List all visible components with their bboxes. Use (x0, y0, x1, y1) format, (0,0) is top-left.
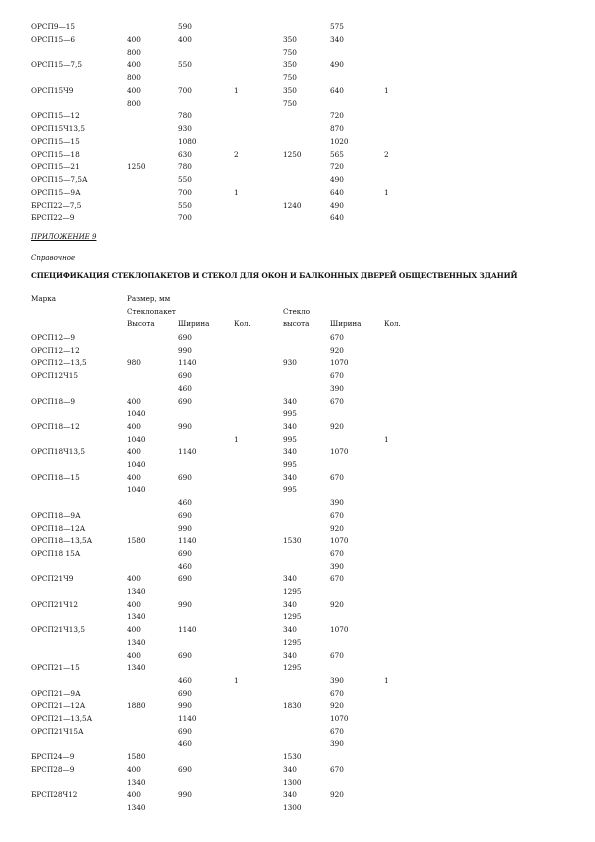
glass-height-cell: 340 (283, 625, 297, 635)
width-cell: 990 (178, 523, 192, 533)
glass-height-cell: 340 (283, 574, 297, 584)
width-cell: 780 (178, 162, 192, 172)
glass-height-cell: 1295 (283, 587, 302, 596)
height-cell: 1340 (127, 777, 146, 787)
glass-qty-cell: 1 (384, 187, 389, 197)
width-cell: 700 (178, 85, 192, 95)
width-cell: 590 (178, 22, 192, 31)
glass-width-cell: 670 (330, 726, 344, 736)
glass-height-cell: 340 (283, 447, 297, 457)
width-cell: 990 (178, 599, 192, 609)
glass-width-cell: 565 (330, 149, 344, 159)
glass-width-cell: 390 (330, 561, 344, 571)
width-cell: 690 (178, 371, 192, 381)
glass-width-cell: 920 (330, 701, 344, 711)
glass-width-cell: 575 (330, 22, 344, 31)
height-cell: 400 (127, 650, 141, 660)
glass-width-cell: 1020 (330, 136, 349, 146)
mark-cell: ОРСП21Ч13,5 (31, 625, 86, 635)
glass-height-cell: 350 (283, 85, 297, 95)
glass-width-cell: 640 (330, 85, 344, 95)
mark-cell: ОРСП18—15 (31, 472, 80, 482)
glass-height-cell: 1295 (283, 612, 302, 622)
mark-cell: ОРСП12—13,5 (31, 358, 87, 368)
glass-qty-cell: 1 (384, 85, 389, 95)
width-cell: 780 (178, 111, 192, 121)
glass-width-cell: 390 (330, 739, 344, 749)
glass-width-cell: 920 (330, 790, 344, 800)
glass-height-cell: 340 (283, 790, 297, 800)
header-glass: Стекло (283, 307, 311, 316)
glass-width-cell: 670 (330, 396, 344, 406)
width-cell: 690 (178, 574, 192, 584)
mark-cell: БРСП28Ч12 (31, 790, 78, 800)
glass-width-cell: 490 (330, 200, 344, 210)
width-cell: 1140 (178, 714, 197, 723)
mark-cell: ОРСП21—15 (31, 663, 80, 673)
height-cell: 400 (127, 447, 141, 457)
mark-cell: ОРСП18—13,5А (31, 536, 93, 546)
qty-cell: 1 (234, 85, 239, 95)
height-cell: 400 (127, 625, 141, 635)
glass-height-cell: 1530 (283, 752, 302, 762)
glass-height-cell: 750 (283, 47, 297, 57)
mark-cell: ОРСП21—13,5А (31, 714, 93, 723)
width-cell: 400 (178, 34, 192, 44)
glass-width-cell: 670 (330, 371, 344, 381)
glass-height-cell: 995 (283, 460, 297, 469)
header-qty: Кол. (234, 319, 251, 328)
glass-height-cell: 995 (283, 409, 297, 419)
glass-height-cell: 1295 (283, 663, 302, 673)
glass-width-cell: 340 (330, 34, 344, 44)
mark-cell: ОРСП15—7,5 (31, 60, 83, 70)
mark-cell: ОРСП18—9А (31, 510, 81, 520)
glass-width-cell: 640 (330, 187, 344, 197)
width-cell: 1140 (178, 625, 197, 635)
glass-width-cell: 1070 (330, 625, 349, 635)
glass-width-cell: 920 (330, 345, 344, 355)
width-cell: 690 (178, 510, 192, 520)
width-cell: 690 (178, 650, 192, 660)
glass-height-cell: 1830 (283, 701, 302, 711)
height-cell: 1040 (127, 485, 146, 495)
height-cell: 1340 (127, 637, 146, 647)
height-cell: 1340 (127, 802, 146, 812)
height-cell: 400 (127, 421, 141, 431)
glass-width-cell: 670 (330, 688, 344, 698)
mark-cell: ОРСП12Ч15 (31, 371, 79, 381)
mark-cell: БРСП22—9 (31, 213, 75, 223)
glass-height-cell: 930 (283, 358, 297, 368)
glass-width-cell: 490 (330, 175, 344, 184)
glass-width-cell: 670 (330, 472, 344, 482)
width-cell: 460 (178, 498, 192, 508)
mark-cell: ОРСП21Ч9 (31, 574, 74, 584)
height-cell: 400 (127, 599, 141, 609)
glass-height-cell: 1250 (283, 149, 302, 159)
height-cell: 400 (127, 472, 141, 482)
mark-cell: ОРСП12—12 (31, 345, 80, 355)
mark-cell: ОРСП12—9 (31, 333, 76, 342)
height-cell: 1580 (127, 536, 146, 546)
glass-width-cell: 390 (330, 675, 344, 685)
height-cell: 1880 (127, 701, 146, 711)
width-cell: 460 (178, 561, 192, 571)
width-cell: 690 (178, 764, 192, 774)
mark-cell: БРСП28—9 (31, 764, 75, 774)
qty-cell: 1 (234, 187, 239, 197)
glass-width-cell: 1070 (330, 714, 349, 723)
glass-height-cell: 340 (283, 396, 297, 406)
width-cell: 990 (178, 345, 192, 355)
height-cell: 800 (127, 73, 141, 82)
glass-height-cell: 1300 (283, 777, 302, 787)
height-cell: 1040 (127, 460, 146, 469)
mark-cell: ОРСП15—21 (31, 162, 80, 172)
width-cell: 1140 (178, 447, 197, 457)
width-cell: 690 (178, 688, 192, 698)
mark-cell: БРСП22—7,5 (31, 200, 82, 210)
height-cell: 400 (127, 85, 141, 95)
width-cell: 460 (178, 675, 192, 685)
reference-note: Справочное (31, 254, 76, 262)
mark-cell: ОРСП15—18 (31, 149, 80, 159)
width-cell: 990 (178, 421, 192, 431)
mark-cell: ОРСП18—12А (31, 523, 86, 533)
width-cell: 1140 (178, 536, 197, 546)
height-cell: 1250 (127, 162, 146, 172)
height-cell: 400 (127, 574, 141, 584)
height-cell: 800 (127, 98, 141, 108)
height-cell: 1040 (127, 434, 146, 444)
width-cell: 690 (178, 333, 192, 342)
glass-width-cell: 670 (330, 548, 344, 558)
width-cell: 990 (178, 790, 192, 800)
mark-cell: ОРСП21—12А (31, 701, 86, 711)
height-cell: 400 (127, 790, 141, 800)
width-cell: 690 (178, 396, 192, 406)
glass-width-cell: 670 (330, 764, 344, 774)
document-title: СПЕЦИФИКАЦИЯ СТЕКЛОПАКЕТОВ И СТЕКОЛ ДЛЯ ОКОН И БАЛКОННЫХ ДВЕРЕЙ ОБЩЕСТВЕННЫХ ЗДАНИЙ (31, 271, 518, 280)
mark-cell: ОРСП15—15 (31, 136, 80, 146)
glass-height-cell: 340 (283, 599, 297, 609)
height-cell: 800 (127, 47, 141, 57)
glass-height-cell: 340 (283, 650, 297, 660)
glass-height-cell: 1295 (283, 637, 302, 647)
qty-cell: 2 (234, 149, 239, 159)
width-cell: 1140 (178, 358, 197, 368)
glass-width-cell: 1070 (330, 447, 349, 457)
glass-qty-cell: 1 (384, 434, 389, 444)
height-cell: 1340 (127, 663, 146, 673)
glass-width-cell: 390 (330, 383, 344, 393)
width-cell: 1080 (178, 136, 197, 146)
glass-width-cell: 670 (330, 574, 344, 584)
qty-cell: 1 (234, 675, 239, 685)
height-cell: 980 (127, 358, 141, 368)
header-size: Размер, мм (127, 294, 171, 303)
width-cell: 550 (178, 60, 192, 70)
glass-width-cell: 670 (330, 510, 344, 520)
qty-cell: 1 (234, 434, 239, 444)
glass-width-cell: 920 (330, 523, 344, 533)
mark-cell: ОРСП15—12 (31, 111, 80, 121)
height-cell: 1040 (127, 409, 146, 419)
width-cell: 460 (178, 383, 192, 393)
header-height-glass: высота (283, 319, 310, 328)
height-cell: 1340 (127, 612, 146, 622)
glass-height-cell: 340 (283, 764, 297, 774)
mark-cell: ОРСП15—9А (31, 187, 81, 197)
width-cell: 700 (178, 213, 192, 223)
glass-height-cell: 995 (283, 485, 297, 495)
mark-cell: ОРСП18—12 (31, 421, 80, 431)
width-cell: 690 (178, 548, 192, 558)
glass-height-cell: 340 (283, 421, 297, 431)
glass-height-cell: 350 (283, 34, 297, 44)
glass-width-cell: 640 (330, 213, 344, 223)
height-cell: 1580 (127, 752, 146, 762)
glass-width-cell: 670 (330, 650, 344, 660)
glass-width-cell: 390 (330, 498, 344, 508)
glass-height-cell: 1240 (283, 200, 302, 210)
width-cell: 990 (178, 701, 192, 711)
glass-width-cell: 720 (330, 111, 344, 121)
height-cell: 400 (127, 34, 141, 44)
mark-cell: ОРСП15Ч9 (31, 85, 74, 95)
header-height: Высота (127, 319, 155, 328)
glass-width-cell: 870 (330, 124, 344, 133)
glass-width-cell: 670 (330, 333, 344, 342)
header-width: Ширина (178, 319, 210, 328)
header-mark: Марка (31, 294, 57, 303)
header-width-glass: Ширина (330, 319, 362, 328)
mark-cell: ОРСП15—7,5А (31, 175, 88, 184)
glass-width-cell: 1070 (330, 536, 349, 546)
mark-cell: ОРСП9—15 (31, 22, 76, 31)
glass-width-cell: 920 (330, 421, 344, 431)
mark-cell: ОРСП21Ч12 (31, 599, 79, 609)
height-cell: 400 (127, 396, 141, 406)
height-cell: 400 (127, 60, 141, 70)
glass-width-cell: 1070 (330, 358, 349, 368)
mark-cell: ОРСП18 15А (31, 548, 81, 558)
glass-height-cell: 1530 (283, 536, 302, 546)
mark-cell: ОРСП18Ч13,5 (31, 447, 86, 457)
height-cell: 400 (127, 764, 141, 774)
mark-cell: ОРСП15Ч13,5 (31, 124, 86, 133)
mark-cell: ОРСП21Ч15А (31, 726, 84, 736)
mark-cell: ОРСП15—6 (31, 34, 76, 44)
glass-height-cell: 995 (283, 434, 297, 444)
appendix-heading: ПРИЛОЖЕНИЕ 9 (31, 233, 97, 241)
width-cell: 690 (178, 472, 192, 482)
width-cell: 690 (178, 726, 192, 736)
width-cell: 630 (178, 149, 192, 159)
width-cell: 700 (178, 187, 192, 197)
glass-height-cell: 350 (283, 60, 297, 70)
mark-cell: ОРСП18—9 (31, 396, 76, 406)
glass-height-cell: 750 (283, 98, 297, 108)
glass-qty-cell: 1 (384, 675, 389, 685)
width-cell: 550 (178, 175, 192, 184)
width-cell: 550 (178, 200, 192, 210)
glass-qty-cell: 2 (384, 149, 389, 159)
width-cell: 930 (178, 124, 192, 133)
header-glass-unit: Стеклопакет (127, 307, 176, 316)
glass-width-cell: 920 (330, 599, 344, 609)
width-cell: 460 (178, 739, 192, 749)
height-cell: 1340 (127, 587, 146, 596)
glass-width-cell: 720 (330, 162, 344, 172)
glass-width-cell: 490 (330, 60, 344, 70)
header-qty-glass: Кол. (384, 319, 401, 328)
glass-height-cell: 1300 (283, 802, 302, 812)
glass-height-cell: 750 (283, 73, 297, 82)
mark-cell: ОРСП21—9А (31, 688, 81, 698)
mark-cell: БРСП24—9 (31, 752, 75, 762)
glass-height-cell: 340 (283, 472, 297, 482)
